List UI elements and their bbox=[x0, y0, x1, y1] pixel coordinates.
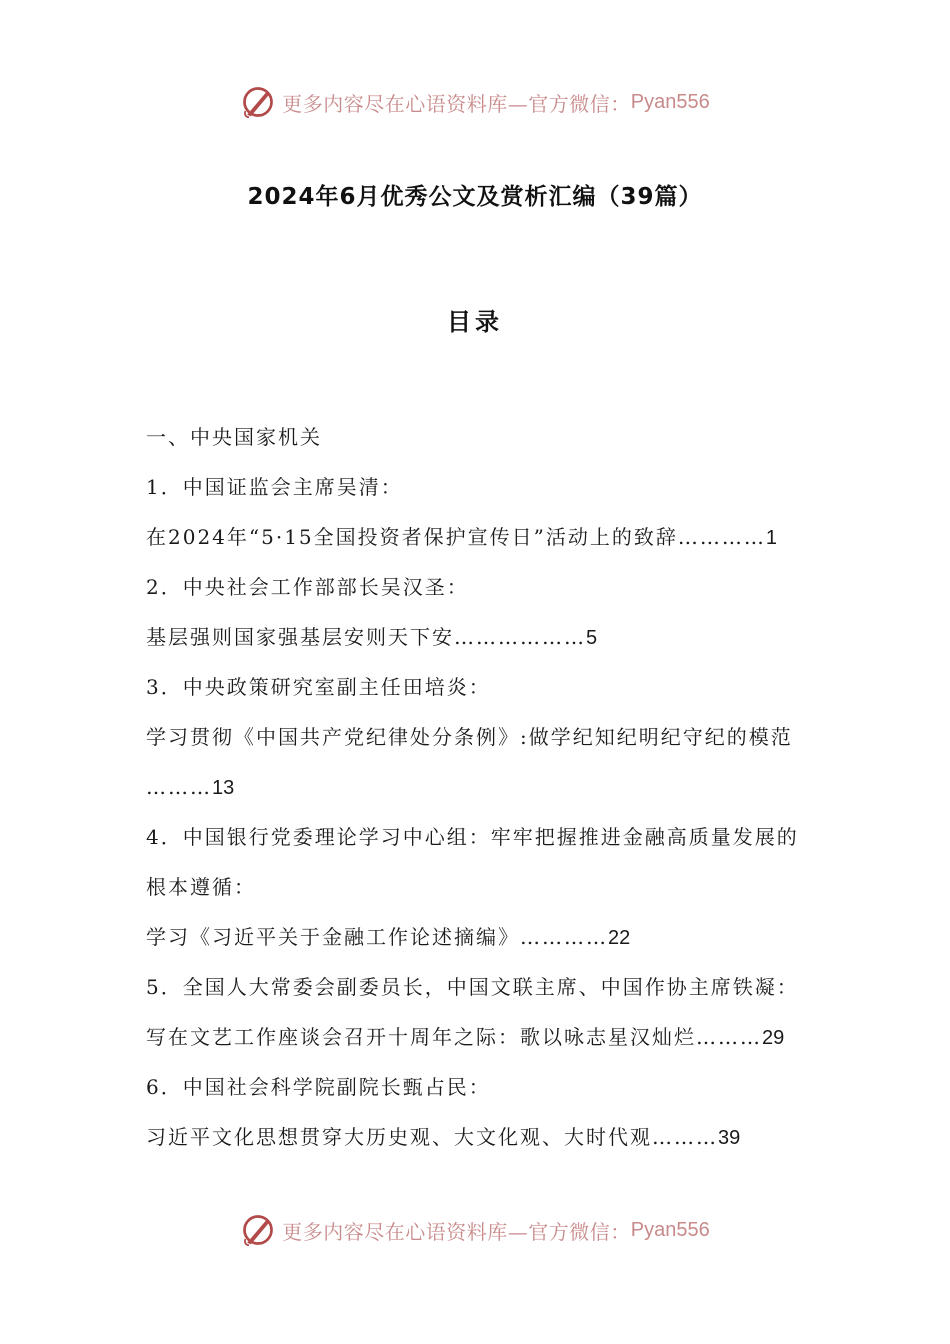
entry-page: 13 bbox=[212, 777, 235, 799]
table-of-contents bbox=[146, 422, 816, 1172]
toc-entry-5[interactable] bbox=[146, 1022, 816, 1072]
entry-page: 29 bbox=[762, 1027, 785, 1049]
entry-page: 22 bbox=[608, 927, 631, 949]
watermark-wechat-id: Pyan556 bbox=[630, 1218, 710, 1241]
entry-title: 基层强则国家强基层安则天下安……………… bbox=[146, 625, 586, 649]
document-title: 2024年6月优秀公文及赏析汇编（39篇） bbox=[247, 184, 703, 210]
toc-entry-3[interactable] bbox=[146, 722, 816, 772]
watermark-text: 更多内容尽在心语资料库—官方微信： bbox=[282, 1219, 631, 1244]
watermark-wechat-id: Pyan556 bbox=[630, 90, 710, 113]
entry-title: 写在文艺工作座谈会召开十周年之际：歌以咏志星汉灿烂……… bbox=[146, 1025, 762, 1049]
entry-author: 3．中央政策研究室副主任田培炎： bbox=[146, 675, 491, 699]
entry-author: 6．中国社会科学院副院长甄占民： bbox=[146, 1075, 491, 1099]
toc-entry-3-cont[interactable] bbox=[146, 772, 816, 822]
pen-logo-icon bbox=[240, 1212, 276, 1248]
watermark-banner-top bbox=[0, 80, 950, 124]
pen-logo-icon bbox=[240, 84, 276, 120]
entry-title: 在2024年“5·15全国投资者保护宣传日”活动上的致辞………… bbox=[146, 525, 766, 549]
entry-title: 学习《习近平关于金融工作论述摘编》………… bbox=[146, 925, 608, 949]
entry-author-cont: 根本遵循： bbox=[146, 875, 256, 899]
entry-author: 2．中央社会工作部部长吴汉圣： bbox=[146, 575, 469, 599]
entry-author: 1．中国证监会主席吴清： bbox=[146, 475, 403, 499]
watermark-banner-bottom bbox=[0, 1208, 950, 1252]
entry-title: 习近平文化思想贯穿大历史观、大文化观、大时代观……… bbox=[146, 1125, 718, 1149]
entry-title-cont: ……… bbox=[146, 775, 212, 799]
toc-entry-1[interactable] bbox=[146, 522, 816, 572]
toc-entry-6[interactable] bbox=[146, 1122, 816, 1172]
entry-page: 5 bbox=[586, 627, 598, 649]
entry-page: 1 bbox=[765, 527, 778, 549]
toc-heading: 目录 bbox=[447, 308, 503, 336]
watermark-text: 更多内容尽在心语资料库—官方微信： bbox=[282, 91, 631, 116]
entry-author: 5．全国人大常委会副委员长，中国文联主席、中国作协主席铁凝： bbox=[146, 975, 799, 999]
entry-author: 4．中国银行党委理论学习中心组：牢牢把握推进金融高质量发展的 bbox=[146, 825, 799, 849]
section-heading: 一、中央国家机关 bbox=[146, 425, 322, 449]
toc-entry-2[interactable] bbox=[146, 622, 816, 672]
entry-page: 39 bbox=[718, 1127, 741, 1149]
toc-entry-4[interactable] bbox=[146, 922, 816, 972]
entry-title: 学习贯彻《中国共产党纪律处分条例》:做学纪知纪明纪守纪的模范 bbox=[146, 725, 793, 749]
